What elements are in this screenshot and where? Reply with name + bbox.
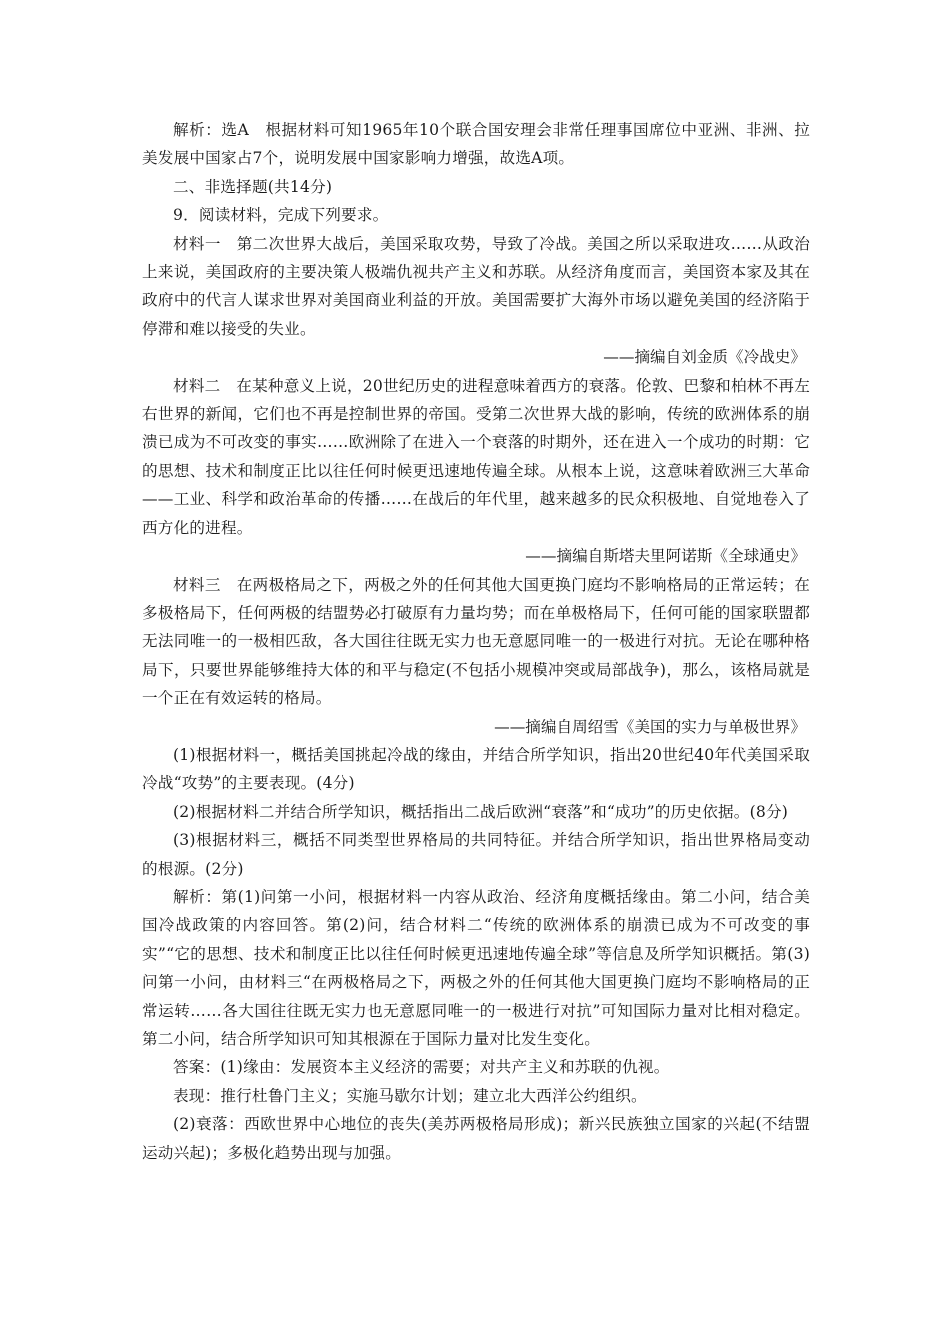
question-9-prompt: 9．阅读材料，完成下列要求。: [173, 206, 389, 225]
sub-question-1: (1)根据材料一，概括美国挑起冷战的缘由，并结合所学知识，指出20世纪40年代美国采取冷战“攻势”的主要表现。(4分): [142, 745, 810, 793]
sub-question-3: (3)根据材料三，概括不同类型世界格局的共同特征。并结合所学知识，指出世界格局变动的根源。(2分): [142, 831, 810, 878]
analysis-paragraph-q8: 解析：选A 根据材料可知1965年10个联合国安理会非常任理事国席位中亚洲、非洲、拉美发展中国家占7个，说明发展中国家影响力增强，故选A项。: [142, 121, 810, 168]
answer-part-2: (2)衰落：西欧世界中心地位的丧失(美苏两极格局形成)；新兴民族独立国家的兴起(不结盟运动兴起)；多极化趋势出现与加强。: [142, 1115, 810, 1162]
material-one-source: ——摘编自刘金质《冷战史》: [603, 348, 806, 367]
analysis-paragraph-q9: 解析：第(1)问第一小问，根据材料一内容从政治、经济角度概括缘由。第二小问，结合美国冷战政策的内容回答。第(2)问，结合材料二“传统的欧洲体系的崩溃已成为不可改变的事实”“它的思想、技术和制度正比以往任何时候更迅速地传遍全球”等信息及所学知识概括。第(3)问第一小问，由材料三“在两极格局之下，两极之外的任何其他大国更换门庭均不影响格局的正常运转……各大国往往既无实力也无意愿同唯一的一极进行对抗”可知国际力量对比相对稳定。第二小问，结合所学知识可知其根源在于国际力量对比发生变化。: [142, 887, 810, 1048]
material-three: 材料三 在两极格局之下，两极之外的任何其他大国更换门庭均不影响格局的正常运转；在多极格局下，任何两极的结盟势必打破原有力量均势；而在单极格局下，任何可能的国家联盟都无法同唯一的一极相匹敌，各大国往往既无实力也无意愿同唯一的一极进行对抗。无论在哪种格局下，只要世界能够维持大体的和平与稳定(不包括小规模冲突或局部战争)，那么，该格局就是一个正在有效运转的格局。: [142, 575, 810, 708]
answer-part-1: 答案：(1)缘由：发展资本主义经济的需要；对共产主义和苏联的仇视。: [173, 1058, 670, 1077]
material-two: 材料二 在某种意义上说，20世纪历史的进程意味着西方的衰落。伦敦、巴黎和柏林不再左右世界的新闻，它们也不再是控制世界的帝国。受第二次世界大战的影响，传统的欧洲体系的崩溃已成为不可改变的事实……欧洲除了在进入一个衰落的时期外，还在进入一个成功的时期：它的思想、技术和制度正比以往任何时候更迅速地传遍全球。从根本上说，这意味着欧洲三大革命——工业、科学和政治革命的传播……在战后的年代里，越来越多的民众积极地、自觉地卷入了西方化的进程。: [142, 376, 810, 537]
document-body: [142, 116, 810, 1167]
material-one: 材料一 第二次世界大战后，美国采取攻势，导致了冷战。美国之所以采取进攻……从政治上来说，美国政府的主要决策人极端仇视共产主义和苏联。从经济角度而言，美国资本家及其在政府中的代言人谋求世界对美国商业利益的开放。美国需要扩大海外市场以避免美国的经济陷于停滞和难以接受的失业。: [142, 234, 810, 338]
answer-part-1-manifestation: 表现：推行杜鲁门主义；实施马歇尔计划；建立北大西洋公约组织。: [173, 1086, 647, 1105]
section-heading: 二、非选择题(共14分): [173, 177, 333, 196]
sub-question-2: (2)根据材料二并结合所学知识，概括指出二战后欧洲“衰落”和“成功”的历史依据。(8分): [173, 802, 789, 821]
material-three-source: ——摘编自周绍雪《美国的实力与单极世界》: [494, 717, 806, 736]
material-two-source: ——摘编自斯塔夫里阿诺斯《全球通史》: [525, 547, 806, 566]
